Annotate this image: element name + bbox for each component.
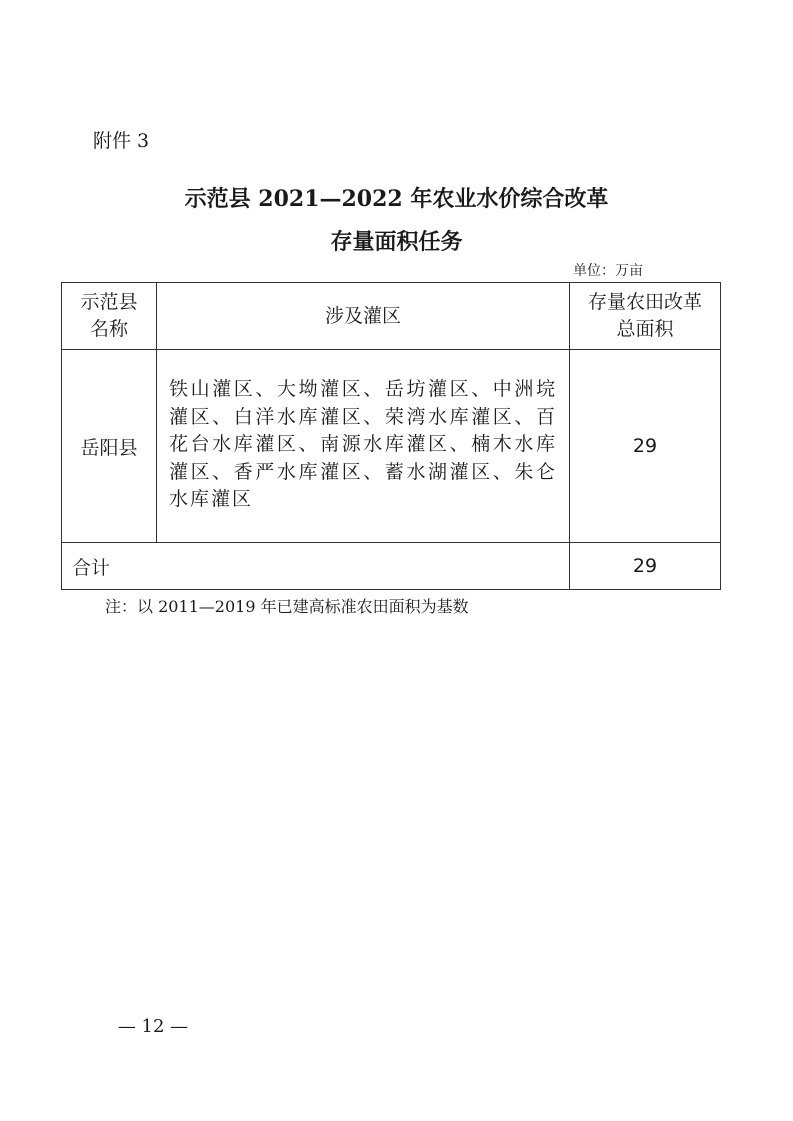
document-title-line1: 示范县 2021—2022 年农业水价综合改革	[184, 186, 609, 212]
unit-label: 单位：万亩	[573, 263, 643, 279]
area-value-cell: 29	[570, 350, 721, 543]
footnote: 注：以 2011—2019 年已建高标准农田面积为基数	[105, 597, 469, 616]
header-total-area: 存量农田改革 总面积	[570, 283, 721, 350]
header-irrigation-areas: 涉及灌区	[157, 283, 570, 350]
county-cell: 岳阳县	[62, 350, 157, 543]
total-row	[62, 543, 721, 590]
task-table	[61, 282, 721, 590]
total-value: 29	[570, 543, 721, 590]
irrigation-areas-cell: 铁山灌区、大坳灌区、岳坊灌区、中洲垸灌区、白洋水库灌区、荣湾水库灌区、百花台水库灌区、南源水库灌区、楠木水库灌区、香严水库灌区、蓄水湖灌区、朱仑水库灌区	[157, 350, 570, 543]
page-number: — 12 —	[117, 1016, 189, 1037]
table-header-row	[62, 283, 721, 350]
document-title-line2: 存量面积任务	[330, 229, 463, 255]
header-county: 示范县 名称	[62, 283, 157, 350]
table-row	[62, 350, 721, 543]
attachment-label: 附件 3	[93, 130, 150, 152]
total-label: 合计	[62, 543, 570, 590]
